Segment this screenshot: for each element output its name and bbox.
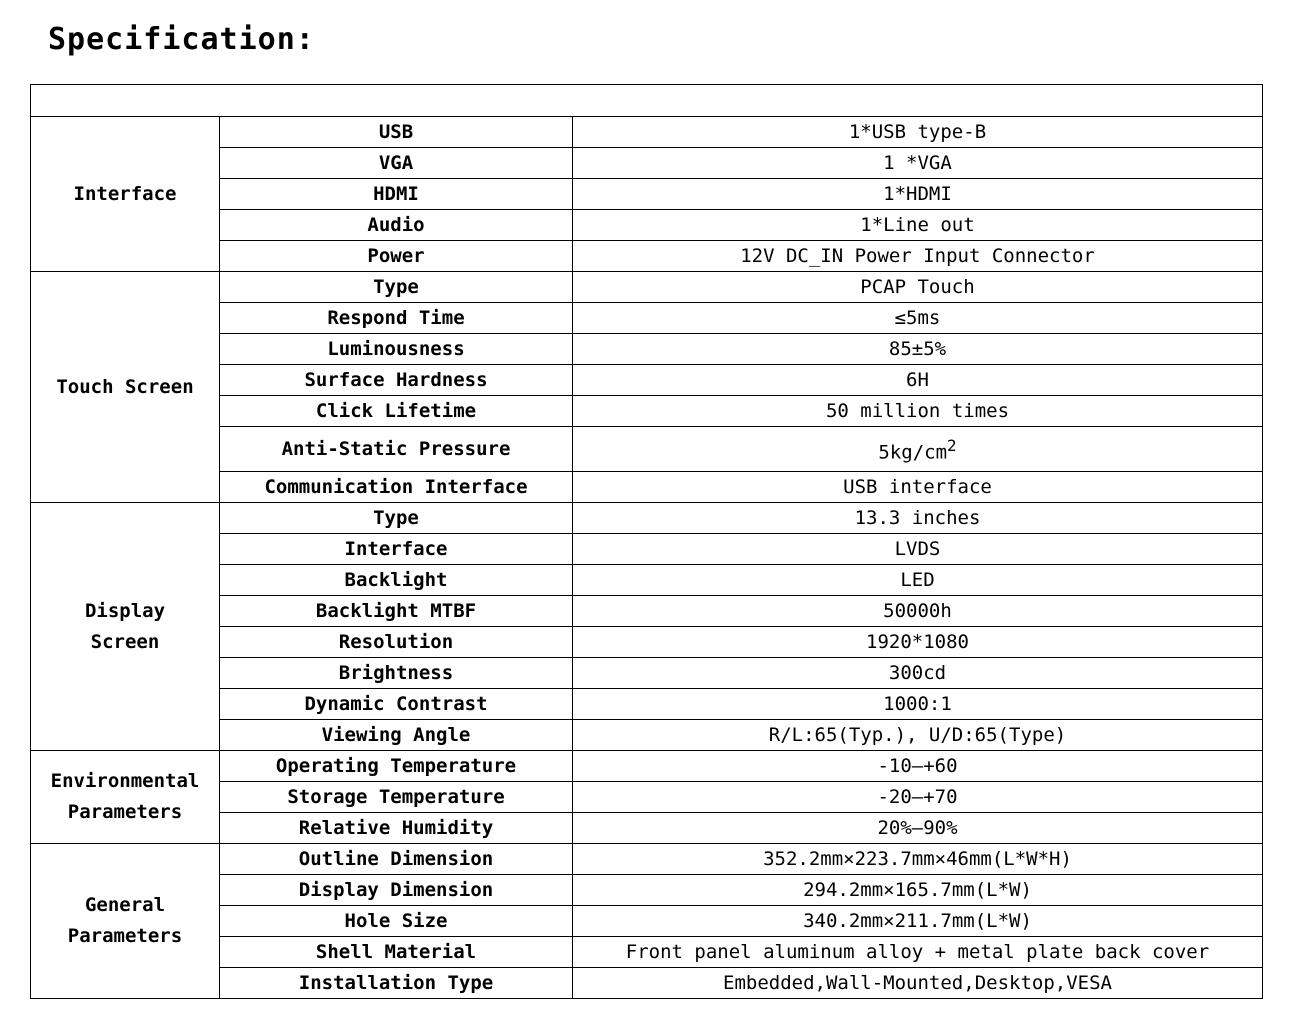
param-value: -20—+70: [573, 782, 1263, 813]
param-value: ≤5ms: [573, 303, 1263, 334]
group-environmental-parameters: [31, 751, 220, 844]
param-name: Installation Type: [220, 968, 573, 999]
param-name: Backlight MTBF: [220, 596, 573, 627]
value-superscript: 2: [947, 435, 957, 455]
param-name: Interface: [220, 534, 573, 565]
param-value: 1*HDMI: [573, 179, 1263, 210]
group-touch-screen: [31, 272, 220, 503]
param-name: Brightness: [220, 658, 573, 689]
table-header-cell: [31, 85, 1263, 117]
group-label-line2: Parameters: [67, 925, 183, 947]
param-name: Shell Material: [220, 937, 573, 968]
param-name: Display Dimension: [220, 875, 573, 906]
group-label: Interface: [73, 182, 177, 205]
param-name: Power: [220, 241, 573, 272]
param-value: 85±5%: [573, 334, 1263, 365]
group-label-line1: Display: [84, 599, 166, 622]
param-name: Surface Hardness: [220, 365, 573, 396]
param-value: 50 million times: [573, 396, 1263, 427]
param-name: Storage Temperature: [220, 782, 573, 813]
param-value: LED: [573, 565, 1263, 596]
param-name: Respond Time: [220, 303, 573, 334]
param-name: Luminousness: [220, 334, 573, 365]
table-row: [31, 844, 1263, 875]
param-value: 340.2mm×211.7mm(L*W): [573, 906, 1263, 937]
param-value: 1 *VGA: [573, 148, 1263, 179]
param-value: 50000h: [573, 596, 1263, 627]
param-name: Hole Size: [220, 906, 573, 937]
param-name: Dynamic Contrast: [220, 689, 573, 720]
param-value: R/L:65(Typ.), U/D:65(Type): [573, 720, 1263, 751]
param-value: 20%—90%: [573, 813, 1263, 844]
group-label: Touch Screen: [56, 375, 194, 398]
param-value: 1920*1080: [573, 627, 1263, 658]
table-header-row: [31, 85, 1263, 117]
group-general-parameters: [31, 844, 220, 999]
group-label-line1: General: [84, 894, 166, 916]
specification-table: [30, 84, 1263, 999]
param-value: 12V DC_IN Power Input Connector: [573, 241, 1263, 272]
table-row: [31, 751, 1263, 782]
param-value: 294.2mm×165.7mm(L*W): [573, 875, 1263, 906]
group-label-line1: Environmental: [50, 770, 200, 792]
param-value: 352.2mm×223.7mm×46mm(L*W*H): [573, 844, 1263, 875]
param-name: Resolution: [220, 627, 573, 658]
table-row: [31, 503, 1263, 534]
param-value: [573, 427, 1263, 472]
param-name: USB: [220, 117, 573, 148]
param-value: 1*USB type-B: [573, 117, 1263, 148]
param-value: Embedded,Wall-Mounted,Desktop,VESA: [573, 968, 1263, 999]
table-row: [31, 117, 1263, 148]
param-name: Operating Temperature: [220, 751, 573, 782]
param-name: Outline Dimension: [220, 844, 573, 875]
param-value: 13.3 inches: [573, 503, 1263, 534]
param-name: HDMI: [220, 179, 573, 210]
param-name: Viewing Angle: [220, 720, 573, 751]
param-value: PCAP Touch: [573, 272, 1263, 303]
param-value: 1*Line out: [573, 210, 1263, 241]
param-value: -10—+60: [573, 751, 1263, 782]
group-label-line2: Screen: [90, 630, 160, 653]
param-name: Relative Humidity: [220, 813, 573, 844]
param-value: Front panel aluminum alloy + metal plate back cover: [573, 937, 1263, 968]
param-name: Backlight: [220, 565, 573, 596]
param-value: 300cd: [573, 658, 1263, 689]
table-row: [31, 272, 1263, 303]
param-value: 6H: [573, 365, 1263, 396]
param-value: USB interface: [573, 472, 1263, 503]
param-name: Anti-Static Pressure: [220, 427, 573, 472]
value-text: 5kg/cm: [878, 441, 948, 464]
param-value: 1000:1: [573, 689, 1263, 720]
page-title: Specification:: [48, 22, 315, 57]
param-name: Audio: [220, 210, 573, 241]
param-name: Type: [220, 272, 573, 303]
param-name: Click Lifetime: [220, 396, 573, 427]
group-label-line2: Parameters: [67, 801, 183, 823]
param-name: Type: [220, 503, 573, 534]
group-interface: [31, 117, 220, 272]
group-display-screen: [31, 503, 220, 751]
param-name: Communication Interface: [220, 472, 573, 503]
param-value: LVDS: [573, 534, 1263, 565]
param-name: VGA: [220, 148, 573, 179]
